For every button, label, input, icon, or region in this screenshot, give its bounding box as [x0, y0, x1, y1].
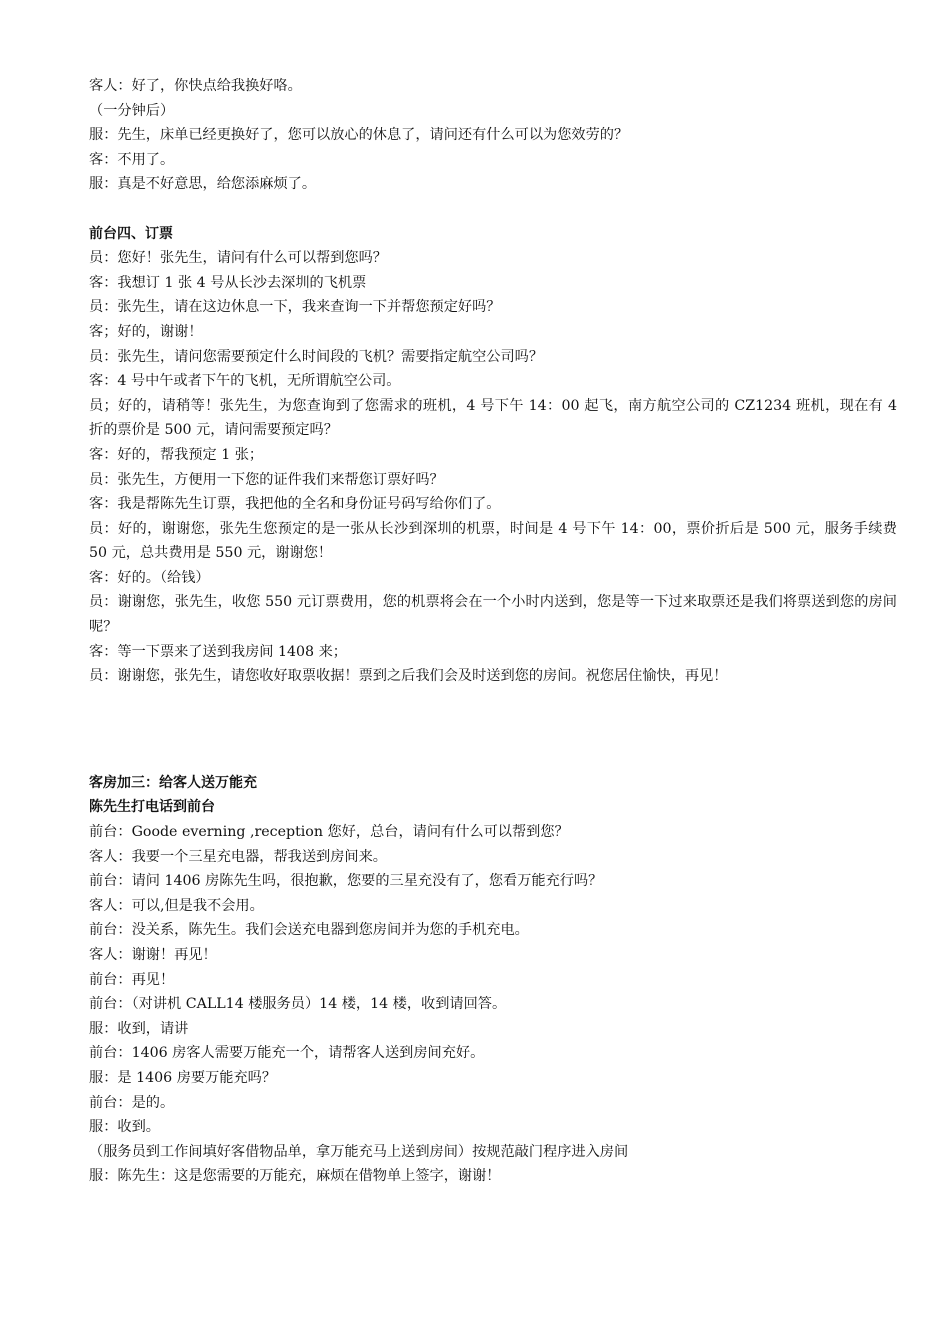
dialogue-line: 前台：再见！ [89, 971, 175, 988]
section-title: 客房加三：给客人送万能充 [89, 774, 257, 791]
dialogue-line: 客；好的，谢谢！ [89, 323, 203, 340]
dialogue-line: （服务员到工作间填好客借物品单，拿万能充马上送到房间）按规范敲门程序进入房间 [89, 1143, 629, 1160]
section-ticket-booking [89, 222, 897, 689]
dialogue-line: 客：不用了。 [89, 151, 175, 168]
dialogue-line: 客人：我要一个三星充电器，帮我送到房间来。 [89, 848, 387, 865]
dialogue-line: 客：我是帮陈先生订票，我把他的全名和身份证号码写给你们了。 [89, 496, 501, 513]
dialogue-line: 员：张先生，请问您需要预定什么时间段的飞机？需要指定航空公司吗？ [89, 348, 544, 365]
section-title: 前台四、订票 [89, 225, 173, 242]
dialogue-line: 客：等一下票来了送到我房间 1408 来； [89, 643, 347, 660]
dialogue-line: 客：好的。（给钱） [89, 569, 210, 586]
section-subtitle: 陈先生打电话到前台 [89, 799, 215, 816]
dialogue-line: 员；好的，请稍等！张先生，为您查询到了您需求的班机，4 号下午 14：00 起飞，南方航空公司的 CZ1234 班机，现在有 4 折的票价是 500 元，请问需要预定吗？ [89, 397, 897, 439]
dialogue-line: 员：好的，谢谢您，张先生您预定的是一张从长沙到深圳的机票，时间是 4 号下午 14：00，票价折后是 500 元，服务手续费 50 元，总共费用是 550 元，谢谢您！ [89, 520, 897, 562]
dialogue-line: 员：您好！张先生，请问有什么可以帮到您吗？ [89, 250, 387, 267]
document-page [89, 74, 897, 1189]
dialogue-line: 服：收到，请讲 [89, 1020, 189, 1037]
dialogue-line: 服：是 1406 房要万能充吗？ [89, 1069, 277, 1086]
dialogue-line: 客人：可以,但是我不会用。 [89, 897, 264, 914]
spacer [89, 689, 897, 771]
dialogue-line: 前台：是的。 [89, 1094, 175, 1111]
dialogue-line: 客人：好了，你快点给我换好咯。 [89, 78, 302, 94]
dialogue-line: 服：真是不好意思，给您添麻烦了。 [89, 176, 317, 193]
dialogue-line: 服：收到。 [89, 1119, 160, 1136]
dialogue-line: 客：好的，帮我预定 1 张； [89, 446, 264, 463]
dialogue-line: 客：4 号中午或者下午的飞机，无所谓航空公司。 [89, 373, 401, 390]
dialogue-line: 员：谢谢您，张先生，请您收好取票收据！票到之后我们会及时送到您的房间。祝您居住愉快，再见！ [89, 668, 728, 685]
spacer [89, 197, 897, 222]
dialogue-line: 服：陈先生：这是您需要的万能充，麻烦在借物单上签字，谢谢！ [89, 1168, 501, 1185]
dialogue-line: 服：先生，床单已经更换好了，您可以放心的休息了，请问还有什么可以为您效劳的？ [89, 127, 629, 144]
dialogue-line: 前台：没关系，陈先生。我们会送充电器到您房间并为您的手机充电。 [89, 922, 529, 939]
dialogue-line: （一分钟后） [89, 102, 175, 119]
dialogue-line: 客：我想订 1 张 4 号从长沙去深圳的飞机票 [89, 274, 367, 291]
dialogue-line: 前台：（对讲机 CALL14 楼服务员）14 楼，14 楼，收到请回答。 [89, 996, 507, 1013]
dialogue-line: 前台：请问 1406 房陈先生吗，很抱歉，您要的三星充没有了，您看万能充行吗？ [89, 873, 603, 890]
dialogue-line: 员：张先生，方便用一下您的证件我们来帮您订票好吗？ [89, 471, 444, 488]
section-universal-charger [89, 771, 897, 1189]
dialogue-line: 员：谢谢您，张先生，收您 550 元订票费用，您的机票将会在一个小时内送到，您是等一下过来取票还是我们将票送到您的房间呢？ [89, 594, 897, 636]
dialogue-line: 员：张先生，请在这边休息一下，我来查询一下并帮您预定好吗？ [89, 299, 501, 316]
dialogue-line: 前台：1406 房客人需要万能充一个，请帮客人送到房间充好。 [89, 1045, 485, 1062]
section-room-bedsheet [89, 74, 897, 197]
dialogue-line: 前台：Goode everning ,reception 您好，总台，请问有什么可以帮到您？ [89, 824, 569, 841]
dialogue-line: 客人：谢谢！再见！ [89, 947, 217, 963]
